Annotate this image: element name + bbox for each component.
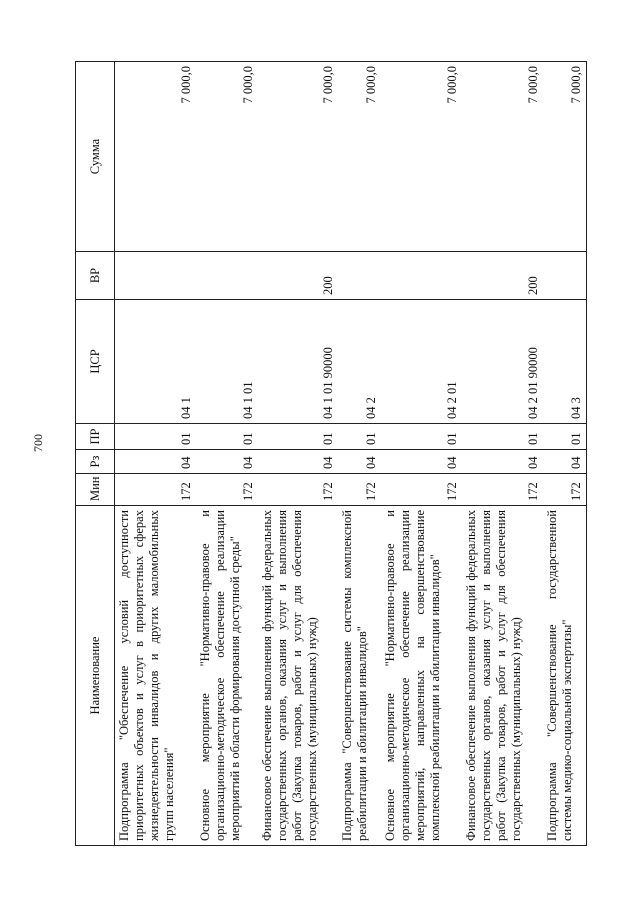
budget-table <box>75 61 587 846</box>
row-sum: 7 000,0 <box>258 62 339 252</box>
row-min: 172 <box>462 474 543 506</box>
table-row <box>258 62 339 846</box>
row-rz: 04 <box>543 450 587 474</box>
header-rz: Рз <box>76 450 115 474</box>
row-name: Подпрограмма "Совершенствование системы комплексной реабилитации и абилитации инвалидов" <box>338 506 381 846</box>
row-pr: 01 <box>196 424 258 450</box>
row-rz: 04 <box>462 450 543 474</box>
row-vr: 200 <box>462 252 543 300</box>
header-vr: ВР <box>76 252 115 300</box>
row-name: Основное мероприятие "Нормативно-правовое и организационно-методическое обеспечение реализации мероприятий, направленных на совершенствование комплексной реабилитации и абилитации инвалидов" <box>381 506 462 846</box>
row-name: Подпрограмма "Обеспечение условий доступности приоритетных объектов и услуг в приоритетных сферах жизнедеятельности инвалидов и других маломобильных групп населения" <box>115 506 196 846</box>
row-rz: 04 <box>381 450 462 474</box>
row-pr: 01 <box>462 424 543 450</box>
row-csr: 04 1 01 <box>196 300 258 424</box>
row-pr: 01 <box>338 424 381 450</box>
row-name: Финансовое обеспечение выполнения функций федеральных государственных органов, оказания услуг и выполнения работ (Закупка товаров, работ и услуг для обеспечения государственных (муниципальных) нужд) <box>258 506 339 846</box>
row-min: 172 <box>543 474 587 506</box>
row-csr: 04 3 <box>543 300 587 424</box>
row-vr: 200 <box>258 252 339 300</box>
row-sum: 7 000,0 <box>115 62 196 252</box>
page-number: 700 <box>31 434 45 452</box>
row-pr: 01 <box>258 424 339 450</box>
row-sum: 7 000,0 <box>196 62 258 252</box>
row-sum: 7 000,0 <box>338 62 381 252</box>
row-min: 172 <box>338 474 381 506</box>
row-min: 172 <box>196 474 258 506</box>
table-row <box>338 62 381 846</box>
row-pr: 01 <box>543 424 587 450</box>
row-rz: 04 <box>196 450 258 474</box>
row-vr <box>381 252 462 300</box>
row-vr <box>543 252 587 300</box>
row-rz: 04 <box>115 450 196 474</box>
row-rz: 04 <box>258 450 339 474</box>
row-csr: 04 2 01 90000 <box>462 300 543 424</box>
row-sum: 7 000,0 <box>462 62 543 252</box>
row-sum: 7 000,0 <box>381 62 462 252</box>
row-pr: 01 <box>381 424 462 450</box>
header-csr: ЦСР <box>76 300 115 424</box>
row-sum: 7 000,0 <box>543 62 587 252</box>
row-csr: 04 1 <box>115 300 196 424</box>
row-vr <box>115 252 196 300</box>
header-pr: ПР <box>76 424 115 450</box>
header-sum: Сумма <box>76 62 115 252</box>
table-row <box>115 62 196 846</box>
table-row <box>543 62 587 846</box>
header-name: Наименование <box>76 506 115 846</box>
row-name: Основное мероприятие "Нормативно-правовое и организационно-методическое обеспечение реализации мероприятий в области формирования доступной среды" <box>196 506 258 846</box>
row-name: Финансовое обеспечение выполнения функций федеральных государственных органов, оказания услуг и выполнения работ (Закупка товаров, работ и услуг для обеспечения государственных (муниципальных) нужд) <box>462 506 543 846</box>
row-rz: 04 <box>338 450 381 474</box>
row-min: 172 <box>258 474 339 506</box>
row-name: Подпрограмма "Совершенствование государственной системы медико-социальной экспертизы" <box>543 506 587 846</box>
row-vr <box>338 252 381 300</box>
table-row <box>196 62 258 846</box>
row-min: 172 <box>115 474 196 506</box>
row-csr: 04 1 01 90000 <box>258 300 339 424</box>
table-header-row <box>76 62 115 846</box>
document-body <box>75 62 587 846</box>
row-min: 172 <box>381 474 462 506</box>
row-csr: 04 2 01 <box>381 300 462 424</box>
table-row <box>381 62 462 846</box>
rotated-page-content <box>75 62 587 846</box>
table-row <box>462 62 543 846</box>
row-pr: 01 <box>115 424 196 450</box>
row-vr <box>196 252 258 300</box>
row-csr: 04 2 <box>338 300 381 424</box>
header-min: Мин <box>76 474 115 506</box>
